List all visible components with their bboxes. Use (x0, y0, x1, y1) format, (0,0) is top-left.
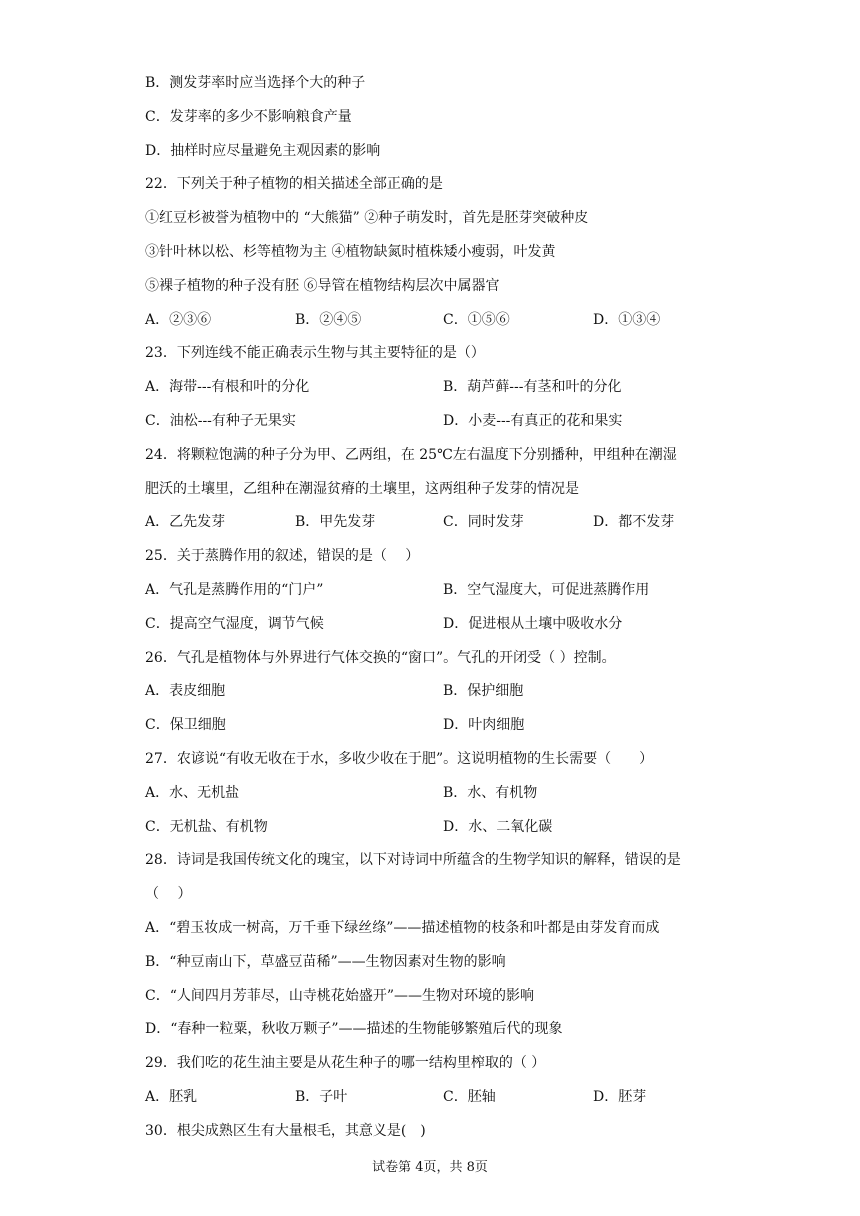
text-line: B．“种豆南山下，草盛豆苗稀”——生物因素对生物的影响 (145, 954, 506, 970)
answer-option: B．②④⑤ (295, 312, 362, 328)
text-line: 肥沃的土壤里，乙组种在潮湿贫瘠的土壤里，这两组种子发芽的情况是 (145, 481, 579, 497)
answer-option: A．胚乳 (145, 1089, 198, 1105)
question-stem: 29．我们吃的花生油主要是从花生种子的哪一结构里榨取的（ ） (145, 1055, 546, 1071)
text-line: B．测发芽率时应当选择个大的种子 (145, 75, 366, 91)
text-line: （ ） (145, 886, 192, 902)
answer-option: B．空气湿度大，可促进蒸腾作用 (443, 582, 650, 598)
page-footer: 试卷第 4页，共 8页 (372, 1160, 488, 1175)
answer-option: A．乙先发芽 (145, 514, 226, 530)
text-line: C．发芽率的多少不影响粮食产量 (145, 109, 352, 125)
answer-option: A．水、无机盐 (145, 785, 240, 801)
question-stem: 24．将颗粒饱满的种子分为甲、乙两组，在 25℃左右温度下分别播种，甲组种在潮湿 (145, 447, 677, 463)
text-line: ⑤裸子植物的种子没有胚 ⑥导管在植物结构层次中属器官 (145, 278, 500, 294)
answer-option: A．海带---有根和叶的分化 (145, 379, 310, 395)
question-stem: 22．下列关于种子植物的相关描述全部正确的是 (145, 176, 443, 192)
text-line: ③针叶林以松、杉等植物为主 ④植物缺氮时植株矮小瘦弱，叶发黄 (145, 244, 556, 260)
answer-option: D．促进根从土壤中吸收水分 (443, 616, 623, 632)
question-stem: 25．关于蒸腾作用的叙述，错误的是（ ） (145, 548, 420, 564)
answer-option: C．胚轴 (443, 1089, 496, 1105)
answer-option: C．保卫细胞 (145, 717, 226, 733)
answer-option: A．表皮细胞 (145, 683, 226, 699)
answer-option: D．都不发芽 (593, 514, 675, 530)
text-line: D．抽样时应尽量避免主观因素的影响 (145, 143, 381, 159)
answer-option: B．甲先发芽 (295, 514, 376, 530)
text-line: A．“碧玉妆成一树高，万千垂下绿丝绦”——描述植物的枝条和叶都是由芽发育而成 (145, 920, 660, 936)
answer-option: D．①③④ (593, 312, 661, 328)
question-stem: 28．诗词是我国传统文化的瑰宝，以下对诗词中所蕴含的生物学知识的解释，错误的是 (145, 852, 681, 868)
answer-option: C．提高空气湿度，调节气候 (145, 616, 324, 632)
text-line: C．“人间四月芳菲尽，山寺桃花始盛开”——生物对环境的影响 (145, 988, 535, 1004)
answer-option: B．保护细胞 (443, 683, 524, 699)
answer-option: A．气孔是蒸腾作用的“门户” (145, 582, 324, 598)
answer-option: D．叶肉细胞 (443, 717, 525, 733)
question-stem: 23．下列连线不能正确表示生物与其主要特征的是（） (145, 345, 485, 361)
answer-option: C．①⑤⑥ (443, 312, 510, 328)
answer-option: C．无机盐、有机物 (145, 819, 268, 835)
answer-option: B．子叶 (295, 1089, 348, 1105)
text-line: ①红豆杉被誉为植物中的 “大熊猫” ②种子萌发时，首先是胚芽突破种皮 (145, 210, 589, 226)
answer-option: A．②③⑥ (145, 312, 212, 328)
answer-option: C．同时发芽 (443, 514, 524, 530)
text-line: D．“春种一粒粟，秋收万颗子”——描述的生物能够繁殖后代的现象 (145, 1021, 563, 1037)
answer-option: D．小麦---有真正的花和果实 (443, 413, 623, 429)
answer-option: B．水、有机物 (443, 785, 538, 801)
answer-option: D．水、二氧化碳 (443, 819, 553, 835)
answer-option: C．油松---有种子无果实 (145, 413, 296, 429)
question-stem: 27．农谚说“有收无收在于水，多收少收在于肥”。这说明植物的生长需要（ ） (145, 751, 654, 767)
question-stem: 30．根尖成熟区生有大量根毛，其意义是( ) (145, 1123, 426, 1139)
answer-option: B．葫芦藓---有茎和叶的分化 (443, 379, 622, 395)
answer-option: D．胚芽 (593, 1089, 647, 1105)
question-stem: 26．气孔是植物体与外界进行气体交换的“窗口”。气孔的开闭受（ ）控制。 (145, 650, 616, 666)
